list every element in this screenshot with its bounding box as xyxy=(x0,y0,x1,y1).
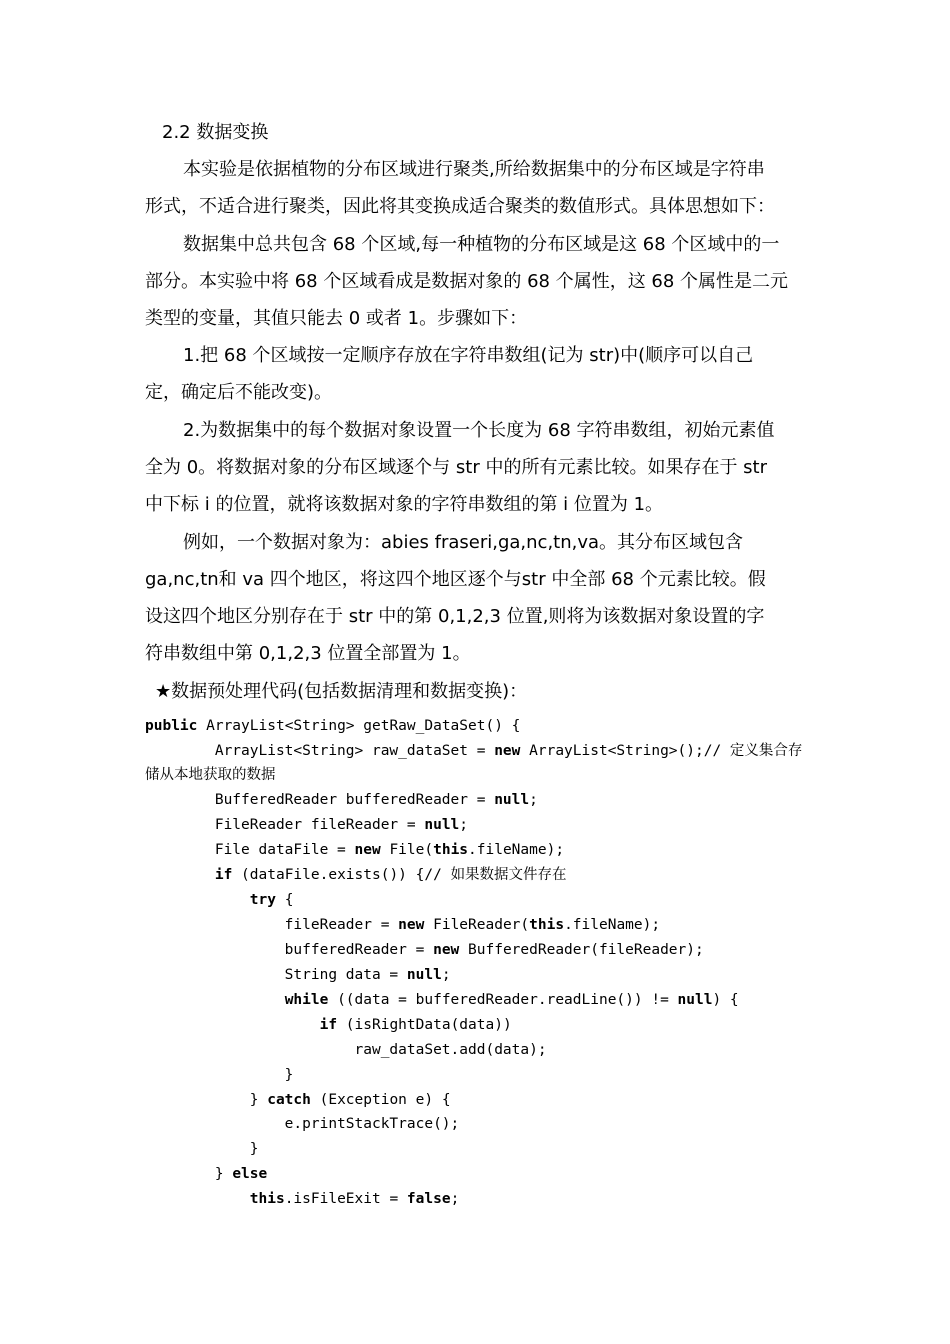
code-line: public ArrayList<String> getRaw_DataSet() { xyxy=(145,718,521,734)
code-line: fileReader = new FileReader(this.fileName); xyxy=(145,917,661,933)
code-line: bufferedReader = new BufferedReader(fileReader); xyxy=(145,942,704,958)
code-line: String data = null; xyxy=(145,967,451,983)
paragraph-line: 部分。本实验中将 68 个区域看成是数据对象的 68 个属性，这 68 个属性是二元 xyxy=(145,271,789,292)
paragraph-line: 2.为数据集中的每个数据对象设置一个长度为 68 字符串数组，初始元素值 xyxy=(183,420,775,441)
code-line: File dataFile = new File(this.fileName); xyxy=(145,842,565,858)
code-line: } xyxy=(145,1067,294,1083)
code-line: } else xyxy=(145,1166,268,1182)
code-line: FileReader fileReader = null; xyxy=(145,817,469,833)
paragraph-line: 本实验是依据植物的分布区域进行聚类,所给数据集中的分布区域是字符串 xyxy=(183,159,765,180)
paragraph-line: 设这四个地区分别存在于 str 中的第 0,1,2,3 位置,则将为该数据对象设置的字 xyxy=(145,606,765,627)
code-comment-line: 储从本地获取的数据 xyxy=(145,767,276,783)
paragraph-line: 形式，不适合进行聚类，因此将其变换成适合聚类的数值形式。具体思想如下： xyxy=(145,196,775,217)
code-line: try { xyxy=(249,892,294,908)
code-line: raw_dataSet.add(data); xyxy=(145,1042,547,1058)
code-line: while ((data = bufferedReader.readLine()) != null) { xyxy=(284,992,739,1008)
code-line: } xyxy=(145,1141,259,1157)
code-line: this.isFileExit = false; xyxy=(249,1191,460,1207)
paragraph-line: 符串数组中第 0,1,2,3 位置全部置为 1。 xyxy=(145,643,471,664)
paragraph-line: 中下标 i 的位置，就将该数据对象的字符串数组的第 i 位置为 1。 xyxy=(145,494,664,515)
code-line: e.printStackTrace(); xyxy=(145,1116,460,1132)
paragraph-line: ga,nc,tn和 va 四个地区，将这四个地区逐个与str 中全部 68 个元素比较。假 xyxy=(145,569,766,590)
section-heading: 2.2 数据变换 xyxy=(162,122,269,143)
code-comment: 定义集合存 xyxy=(729,743,803,759)
paragraph-line: 例如，一个数据对象为：abies fraseri,ga,nc,tn,va。其分布区域包含 xyxy=(183,532,744,553)
code-heading: ★数据预处理代码(包括数据清理和数据变换)： xyxy=(155,681,528,702)
code-line: if (isRightData(data)) xyxy=(319,1017,512,1033)
code-line: if (dataFile.exists()) {// 如果数据文件存在 xyxy=(214,867,567,883)
code-line: } catch (Exception e) { xyxy=(145,1092,451,1108)
code-line: ArrayList<String> raw_dataSet = new ArrayList<String>();// 定义集合存 xyxy=(145,743,803,759)
paragraph-line: 全为 0。将数据对象的分布区域逐个与 str 中的所有元素比较。如果存在于 str xyxy=(145,457,768,478)
paragraph-line: 类型的变量，其值只能去 0 或者 1。步骤如下： xyxy=(145,308,528,329)
paragraph-line: 定，确定后不能改变)。 xyxy=(145,382,333,403)
code-line: BufferedReader bufferedReader = null; xyxy=(145,792,538,808)
paragraph-line: 数据集中总共包含 68 个区域,每一种植物的分布区域是这 68 个区域中的一 xyxy=(183,234,780,255)
paragraph-line: 1.把 68 个区域按一定顺序存放在字符串数组(记为 str)中(顺序可以自己 xyxy=(183,345,754,366)
code-comment: 如果数据文件存在 xyxy=(450,867,567,883)
